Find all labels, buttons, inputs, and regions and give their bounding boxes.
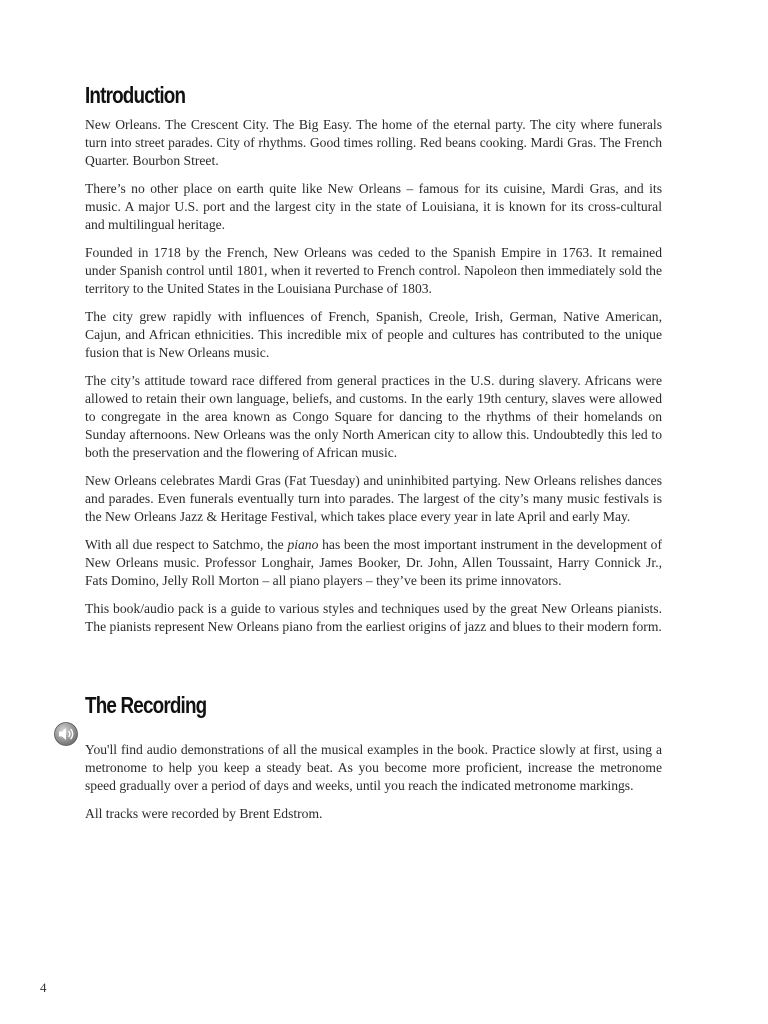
- page-number: 4: [40, 980, 47, 995]
- paragraph: This book/audio pack is a guide to various styles and techniques used by the great New Orleans pianists. The pianists represent New Orleans piano from the earliest origins of jazz and blues to their modern form.: [85, 601, 662, 634]
- recording-heading: The Recording: [85, 692, 207, 718]
- introduction-body: [85, 116, 662, 646]
- paragraph: There’s no other place on earth quite like New Orleans – famous for its cuisine, Mardi Gras, and its music. A major U.S. port and the largest city in the state of Louisiana, it is known for its cross-cultural and multilingual heritage.: [85, 181, 662, 232]
- text: has been the most important instrument in the development of New Orleans music. Professor Longhair, James Booker, Dr. John, Allen Toussaint, Harry Connick Jr., Fats Domino, Jelly Roll Morton – all piano players – they’ve been its prime innovators.: [85, 537, 662, 588]
- paragraph: New Orleans celebrates Mardi Gras (Fat Tuesday) and uninhibited partying. New Orleans relishes dances and parades. Even funerals eventually turn into parades. The largest of the city’s many music festivals is the New Orleans Jazz & Heritage Festival, which takes place every year in late April and early May.: [85, 473, 662, 524]
- recording-body: [85, 741, 662, 833]
- emphasis: piano: [287, 537, 319, 552]
- introduction-heading: Introduction: [85, 82, 186, 108]
- text: With all due respect to Satchmo, the: [85, 537, 288, 552]
- paragraph: All tracks were recorded by Brent Edstrom.: [85, 806, 323, 821]
- paragraph-piano: [85, 536, 662, 590]
- speaker-icon: [54, 722, 78, 746]
- paragraph: You'll find audio demonstrations of all the musical examples in the book. Practice slowly at first, using a metronome to help you keep a steady beat. As you become more proficient, increase the metronome speed gradually over a period of days and weeks, until you reach the indicated metronome markings.: [85, 742, 662, 793]
- paragraph: The city grew rapidly with influences of French, Spanish, Creole, Irish, German, Native American, Cajun, and African ethnicities. This incredible mix of people and cultures has contributed to the unique fusion that is New Orleans music.: [85, 309, 662, 360]
- paragraph: The city’s attitude toward race differed from general practices in the U.S. during slavery. Africans were allowed to retain their own language, beliefs, and customs. In the early 19th century, slaves were allowed to congregate in the area known as Congo Square for dancing to the rhythms of their homelands on Sunday afternoons. New Orleans was the only North American city to allow this. Undoubtedly this led to both the preservation and the flowering of African music.: [85, 373, 662, 460]
- paragraph: Founded in 1718 by the French, New Orleans was ceded to the Spanish Empire in 1763. It remained under Spanish control until 1801, when it reverted to French control. Napoleon then immediately sold the territory to the United States in the Louisiana Purchase of 1803.: [85, 245, 662, 296]
- paragraph: New Orleans. The Crescent City. The Big Easy. The home of the eternal party. The city where funerals turn into street parades. City of rhythms. Good times rolling. Red beans cooking. Mardi Gras. The French Quarter. Bourbon Street.: [85, 117, 662, 168]
